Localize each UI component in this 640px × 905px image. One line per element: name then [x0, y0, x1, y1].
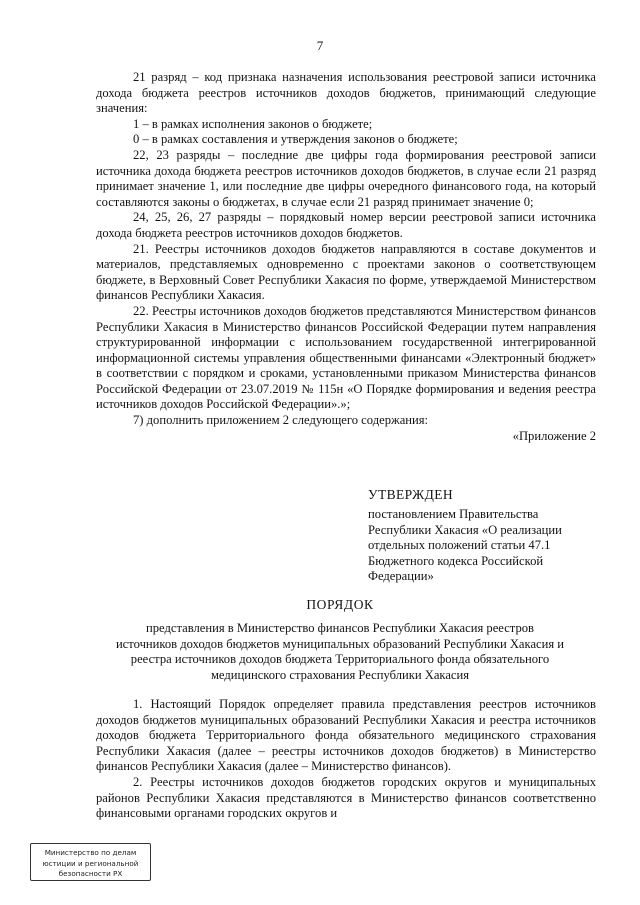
approval-line: Республики Хакасия «О реализации — [368, 522, 562, 537]
paragraph: 7) дополнить приложением 2 следующего содержания: — [133, 413, 429, 428]
stamp-line: безопасности РХ — [58, 869, 123, 878]
approval-heading: УТВЕРЖДЕН — [368, 487, 453, 502]
paragraph: 24, 25, 26, 27 разряды – порядковый номер версии реестровой записи источника дохода бюджета реестров источников доходов бюджетов. — [96, 210, 596, 240]
approval-line: постановлением Правительства — [368, 507, 539, 521]
appendix-label: «Приложение 2 — [512, 428, 596, 443]
paragraph: 21 разряд – код признака назначения использования реестровой записи источника дохода бюджета реестров источников доходов бюджетов, принимающий следующие значения: — [96, 70, 596, 116]
order-subtitle-line: представления в Министерство финансов Республики Хакасия реестров — [146, 621, 534, 635]
stamp-line: Министерство по делам — [44, 848, 137, 857]
approval-line: отдельных положений статьи 47.1 — [368, 538, 551, 553]
paragraph: 0 – в рамках составления и утверждения законов о бюджете; — [133, 132, 458, 147]
stamp-line: юстиции и региональной — [42, 858, 139, 868]
paragraph: 21. Реестры источников доходов бюджетов направляются в составе документов и материалов, представляемых одновременно с проектами законов о соответствующем бюджете, в Верховный Совет Республики Хакасия по форме, утверждаемой Министерством финансов Республики Хакасия. — [96, 241, 596, 303]
order-heading-block — [80, 597, 600, 683]
approval-block — [368, 487, 600, 585]
paragraph: 1 – в рамках исполнения законов о бюджете; — [133, 116, 373, 131]
paragraph: 2. Реестры источников доходов бюджетов городских округов и муниципальных районов Республики Хакасия представляются в Министерство финансов соответственно финансовыми органами городских округов и — [96, 774, 596, 821]
top-text-block — [96, 70, 596, 444]
order-text-block — [96, 697, 596, 822]
page-number: 7 — [316, 38, 324, 53]
registration-stamp — [30, 843, 151, 881]
approval-line: Бюджетного кодекса Российской — [368, 553, 544, 568]
paragraph: 22, 23 разряды – последние две цифры года формирования реестровой записи источника дохода бюджета реестров источников доходов бюджетов, в случае если 21 разряд принимает значение 1, или последние две цифры очередного финансового года, на который составляются законы о бюджетах, в случае если 21 разряд принимает значение 0; — [96, 147, 596, 209]
paragraph: 22. Реестры источников доходов бюджетов представляются Министерством финансов Республики Хакасия в Министерство финансов Российской Федерации путем направления структурированной информации с использованием государственной интегрированной информационной системы управления общественными финансами «Электронный бюджет» в соответствии с порядком и сроками, установленными приказом Министерства финансов Российской Федерации от 23.07.2019 № 115н «О Порядке формирования и ведения реестра источников доходов Российской Федерации».»; — [96, 303, 596, 412]
order-subtitle-line: источников доходов бюджетов муниципальных образований Республики Хакасия и — [115, 636, 565, 651]
order-subtitle-line: реестра источников доходов бюджета Территориального фонда обязательного — [130, 652, 550, 667]
order-title: ПОРЯДОК — [306, 597, 374, 612]
approval-line: Федерации» — [368, 569, 434, 584]
order-subtitle-line: медицинского страхования Республики Хакасия — [210, 667, 470, 682]
paragraph: 1. Настоящий Порядок определяет правила представления реестров источников доходов бюджетов муниципальных образований Республики Хакасия и реестра источников доходов бюджета Территориального фонда обязательного медицинского страхования Республики Хакасия (далее – реестры источников доходов бюджетов) в Министерство финансов Республики Хакасия (далее – Министерство финансов). — [96, 697, 596, 774]
